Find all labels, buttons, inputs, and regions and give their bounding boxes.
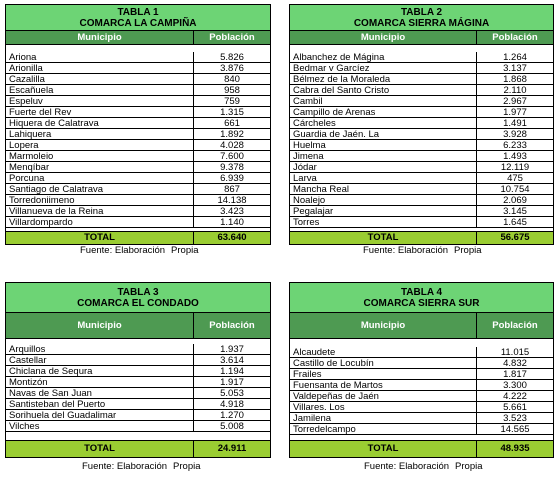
total-label: TOTAL — [6, 232, 194, 244]
tabla-4-name: COMARCA SIERRA SUR — [363, 298, 480, 309]
tabla-2-header — [290, 31, 553, 45]
source-label: Fuente: Elaboración — [363, 245, 449, 256]
poblacion-cell: 1.270 — [220, 410, 244, 421]
table-row — [6, 388, 270, 399]
poblacion-cell: 1.315 — [220, 107, 244, 118]
poblacion-cell: 1.892 — [220, 129, 244, 140]
tabla-3-total-row — [6, 440, 270, 457]
tabla-1 — [5, 4, 271, 245]
municipio-cell: Mancha Real — [290, 184, 477, 194]
total-label: TOTAL — [290, 441, 477, 457]
total-label: TOTAL — [290, 232, 477, 244]
municipio-cell: Hiquera de Calatrava — [6, 118, 194, 128]
municipio-cell: Guardia de Jaén. La — [290, 129, 477, 139]
poblacion-cell: 958 — [224, 85, 240, 96]
municipio-cell: Fuensanta de Martos — [290, 380, 477, 390]
table-row — [290, 162, 553, 173]
table-row — [6, 129, 270, 140]
table-row — [290, 369, 553, 380]
municipio-cell: Campillo de Arenas — [290, 107, 477, 117]
municipio-cell: Albanchez de Mágina — [290, 52, 477, 62]
table-row — [6, 184, 270, 195]
table-row — [6, 140, 270, 151]
municipio-cell: Jimena — [290, 151, 477, 161]
municipio-cell: Pegalajar — [290, 206, 477, 216]
municipio-cell: Bélmez de la Moraleda — [290, 74, 477, 84]
tabla-3-name: COMARCA EL CONDADO — [77, 298, 199, 309]
poblacion-cell: 5.008 — [220, 421, 244, 432]
tabla-2-source — [363, 245, 482, 256]
tabla-1-title — [6, 5, 270, 31]
municipio-cell: Cabra del Santo Cristo — [290, 85, 477, 95]
table-row — [6, 118, 270, 129]
tabla-1-source — [80, 245, 199, 256]
table-row — [6, 151, 270, 162]
poblacion-cell: 1.194 — [220, 366, 244, 377]
tabla-1-name: COMARCA LA CAMPIÑA — [79, 18, 197, 29]
tabla-4-number: TABLA 4 — [400, 287, 443, 298]
municipio-cell: Lopera — [6, 140, 194, 150]
table-row — [6, 52, 270, 63]
poblacion-cell: 4.918 — [220, 399, 244, 410]
municipio-cell: Navas de San Juan — [6, 388, 194, 398]
municipio-cell: Noalejo — [290, 195, 477, 205]
table-row — [6, 217, 270, 228]
source-label: Fuente: Elaboración — [364, 461, 450, 472]
poblacion-cell: 3.423 — [220, 206, 244, 217]
tabla-1-header — [6, 31, 270, 45]
poblacion-cell: 5.826 — [220, 52, 244, 63]
municipio-cell: Valdepeñas de Jaén — [290, 391, 477, 401]
tabla-3-number: TABLA 3 — [117, 287, 159, 298]
poblacion-cell: 6.233 — [503, 140, 527, 151]
municipio-cell: Chiclana de Sequra — [6, 366, 194, 376]
source-label: Fuente: Elaboración — [80, 245, 166, 256]
municipio-cell: Jódar — [290, 162, 477, 172]
municipio-cell: Ariona — [6, 52, 194, 62]
poblacion-cell: 840 — [224, 74, 240, 85]
municipio-cell: Frailes — [290, 369, 477, 379]
col-poblacion: Población — [492, 320, 538, 331]
table-row — [290, 96, 553, 107]
table-row — [290, 107, 553, 118]
municipio-cell: Villardompardo — [6, 217, 194, 227]
municipio-cell: Torredelcampo — [290, 424, 477, 434]
col-poblacion: Población — [209, 32, 255, 43]
tabla-4-header — [290, 313, 553, 339]
tabla-3-source — [82, 461, 201, 472]
tabla-4 — [289, 282, 554, 458]
poblacion-cell: 1.868 — [503, 74, 527, 85]
poblacion-cell: 661 — [224, 118, 240, 129]
poblacion-cell: 11.015 — [500, 347, 530, 358]
poblacion-cell: 14.138 — [217, 195, 247, 206]
poblacion-cell: 3.523 — [503, 413, 527, 424]
table-row — [6, 377, 270, 388]
municipio-cell: Alcaudete — [290, 347, 477, 357]
table-row — [6, 74, 270, 85]
municipio-cell: Fuerte del Rev — [6, 107, 194, 117]
tabla-3-title — [6, 283, 270, 313]
poblacion-cell: 3.876 — [220, 63, 244, 74]
municipio-cell: Torredoniimeno — [6, 195, 194, 205]
source-propia: Propia — [455, 461, 483, 472]
tabla-1-total-row — [6, 231, 270, 244]
poblacion-cell: 3.300 — [503, 380, 527, 391]
municipio-cell: Escañuela — [6, 85, 194, 95]
municipio-cell: Arionilla — [6, 63, 194, 73]
municipio-cell: Menqíbar — [6, 162, 194, 172]
tabla-4-rows — [290, 347, 553, 435]
table-row — [290, 217, 553, 228]
table-row — [290, 129, 553, 140]
municipio-cell: Arquillos — [6, 344, 194, 354]
table-row — [290, 424, 553, 435]
municipio-cell: Lahiquera — [6, 129, 194, 139]
col-municipio: Municipio — [290, 313, 477, 338]
poblacion-cell: 2.110 — [503, 85, 527, 96]
poblacion-cell: 1.493 — [503, 151, 527, 162]
poblacion-cell: 12.119 — [500, 162, 530, 173]
municipio-cell: Cazalilla — [6, 74, 194, 84]
municipio-cell: Jamilena — [290, 413, 477, 423]
poblacion-cell: 1.645 — [503, 217, 527, 228]
municipio-cell: Bedmar v Garcíez — [290, 63, 477, 73]
municipio-cell: Torres — [290, 217, 477, 227]
col-municipio: Municipio — [290, 31, 477, 44]
table-row — [6, 206, 270, 217]
municipio-cell: Santisteban del Puerto — [6, 399, 194, 409]
tabla-1-rows — [6, 52, 270, 228]
source-propia: Propia — [454, 245, 482, 256]
table-row — [290, 195, 553, 206]
poblacion-cell: 4.222 — [503, 391, 527, 402]
tabla-2-name: COMARCA SIERRA MÁGINA — [353, 18, 490, 29]
total-value: 56.675 — [500, 232, 530, 243]
municipio-cell: Castillo de Locubín — [290, 358, 477, 368]
tabla-2-title — [290, 5, 553, 31]
table-row — [290, 380, 553, 391]
table-row — [290, 151, 553, 162]
tabla-4-title — [290, 283, 553, 313]
poblacion-cell: 14.565 — [500, 424, 530, 435]
source-label: Fuente: Elaboración — [82, 461, 168, 472]
poblacion-cell: 5.053 — [220, 388, 244, 399]
municipio-cell: Villanueva de la Reina — [6, 206, 194, 216]
table-row — [290, 118, 553, 129]
poblacion-cell: 1.917 — [220, 377, 244, 388]
table-row — [6, 195, 270, 206]
poblacion-cell: 1.937 — [220, 344, 244, 355]
municipio-cell: Cárcheles — [290, 118, 477, 128]
table-row — [6, 355, 270, 366]
municipio-cell: Montizón — [6, 377, 194, 387]
tabla-3 — [5, 282, 271, 458]
municipio-cell: Vilches — [6, 421, 194, 431]
municipio-cell: Sorihuela del Guadalimar — [6, 410, 194, 420]
table-row — [290, 391, 553, 402]
poblacion-cell: 6.939 — [220, 173, 244, 184]
poblacion-cell: 1.264 — [503, 52, 527, 63]
poblacion-cell: 3.928 — [503, 129, 527, 140]
poblacion-cell: 475 — [507, 173, 523, 184]
tabla-1-number: TABLA 1 — [117, 7, 159, 18]
poblacion-cell: 1.140 — [220, 217, 244, 228]
tabla-3-rows — [6, 344, 270, 432]
tabla-2-number: TABLA 2 — [400, 7, 443, 18]
poblacion-cell: 5.661 — [503, 402, 527, 413]
municipio-cell: Castellar — [6, 355, 194, 365]
poblacion-cell: 7.600 — [220, 151, 244, 162]
table-row — [290, 402, 553, 413]
poblacion-cell: 4.028 — [220, 140, 244, 151]
table-row — [290, 184, 553, 195]
total-label: TOTAL — [6, 441, 194, 457]
table-row — [6, 410, 270, 421]
source-propia: Propia — [171, 245, 199, 256]
poblacion-cell: 10.754 — [500, 184, 530, 195]
poblacion-cell: 2.069 — [503, 195, 527, 206]
table-row — [290, 413, 553, 424]
poblacion-cell: 1.817 — [503, 369, 527, 380]
table-row — [6, 421, 270, 432]
table-row — [290, 74, 553, 85]
table-row — [290, 63, 553, 74]
table-row — [6, 366, 270, 377]
table-row — [290, 52, 553, 63]
tabla-2 — [289, 4, 554, 245]
tabla-4-source — [364, 461, 483, 472]
poblacion-cell: 867 — [224, 184, 240, 195]
col-municipio: Municipio — [6, 313, 194, 338]
municipio-cell: Cambil — [290, 96, 477, 106]
municipio-cell: Porcuna — [6, 173, 194, 183]
table-row — [290, 347, 553, 358]
tabla-3-header — [6, 313, 270, 339]
municipio-cell: Villares. Los — [290, 402, 477, 412]
table-row — [290, 358, 553, 369]
col-poblacion: Población — [492, 32, 538, 43]
table-row — [6, 173, 270, 184]
municipio-cell: Santiago de Calatrava — [6, 184, 194, 194]
table-row — [6, 399, 270, 410]
table-row — [6, 344, 270, 355]
table-row — [6, 63, 270, 74]
poblacion-cell: 3.137 — [503, 63, 527, 74]
total-value: 63.640 — [217, 232, 247, 243]
poblacion-cell: 4.832 — [503, 358, 527, 369]
poblacion-cell: 759 — [224, 96, 240, 107]
col-municipio: Municipio — [6, 31, 194, 44]
tabla-2-total-row — [290, 231, 553, 244]
poblacion-cell: 1.491 — [503, 118, 527, 129]
total-value: 24.911 — [217, 443, 247, 454]
poblacion-cell: 3.145 — [503, 206, 527, 217]
poblacion-cell: 9.378 — [220, 162, 244, 173]
tabla-2-rows — [290, 52, 553, 228]
table-row — [290, 140, 553, 151]
municipio-cell: Espeluv — [6, 96, 194, 106]
municipio-cell: Marmoleio — [6, 151, 194, 161]
table-row — [6, 96, 270, 107]
col-poblacion: Población — [209, 320, 255, 331]
poblacion-cell: 1.977 — [503, 107, 527, 118]
municipio-cell: Larva — [290, 173, 477, 183]
municipio-cell: Huelma — [290, 140, 477, 150]
table-row — [6, 85, 270, 96]
table-row — [6, 107, 270, 118]
table-row — [290, 173, 553, 184]
source-propia: Propia — [173, 461, 201, 472]
table-row — [290, 206, 553, 217]
table-row — [290, 85, 553, 96]
table-row — [6, 162, 270, 173]
tabla-4-total-row — [290, 440, 553, 457]
poblacion-cell: 2.967 — [503, 96, 527, 107]
poblacion-cell: 3.614 — [220, 355, 244, 366]
total-value: 48.935 — [500, 443, 530, 454]
